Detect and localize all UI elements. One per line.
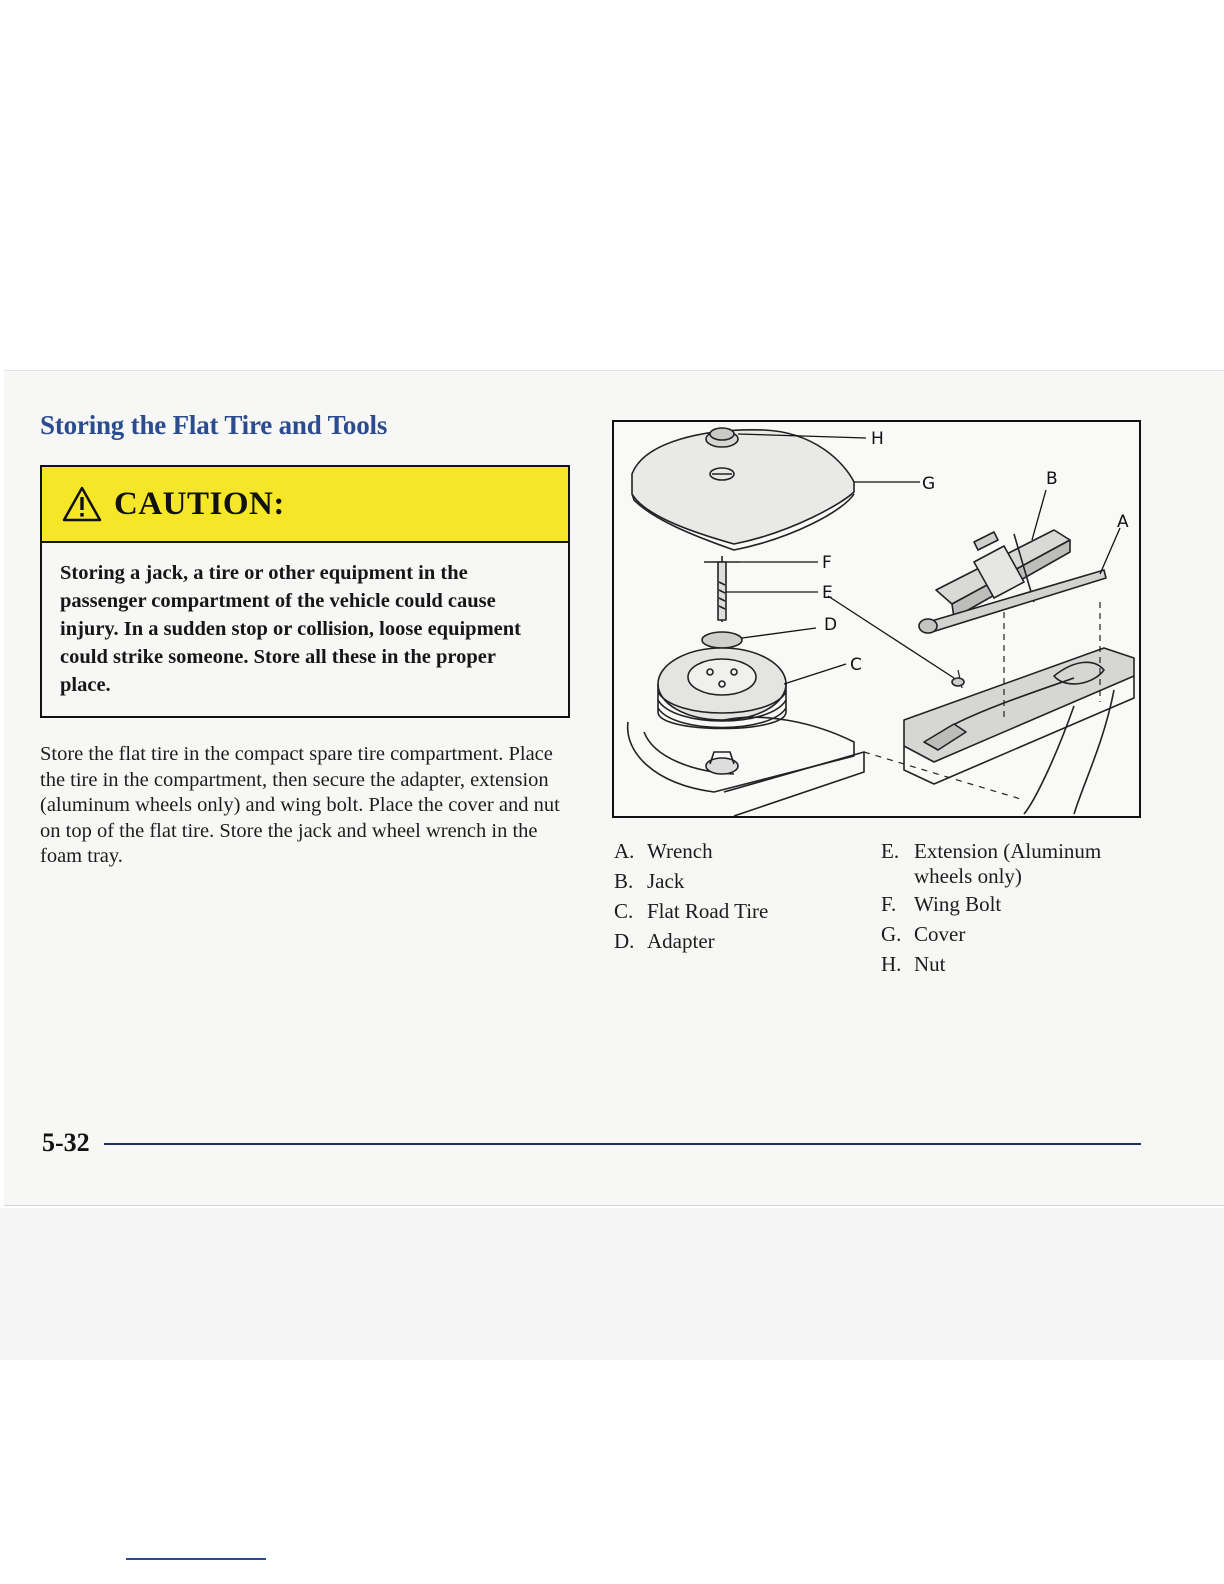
- diagram-illustration: [614, 422, 1139, 816]
- legend-item: A. Wrench: [614, 839, 713, 863]
- callout-F: F: [822, 553, 832, 573]
- legend-item: H. Nut: [881, 952, 946, 976]
- caution-title: CAUTION:: [114, 485, 285, 522]
- callout-G: G: [922, 474, 936, 494]
- flat-tire-drawing: [658, 648, 786, 729]
- callout-C: C: [850, 655, 862, 675]
- body-paragraph: Store the flat tire in the compact spare tire compartment. Place the tire in the compartment, then secure the adapter, extension (aluminum wheels only) and wing bolt. Place the cover and nut on top of the flat tire. Store the jack and wheel wrench in the foam tray.: [40, 743, 560, 867]
- callout-D: D: [824, 615, 838, 635]
- page-number: 5-32: [42, 1128, 90, 1157]
- legend-item: D. Adapter: [614, 929, 715, 953]
- callout-B: B: [1046, 469, 1058, 489]
- footer-rule: [104, 1143, 1141, 1145]
- cover-drawing: [632, 428, 854, 550]
- legend-left-column: [614, 836, 854, 956]
- callout-A: A: [1117, 512, 1129, 532]
- warning-triangle-icon: [62, 486, 102, 522]
- legend-item: F. Wing Bolt: [881, 892, 1002, 916]
- section-title: Storing the Flat Tire and Tools: [40, 410, 388, 440]
- lower-background-band: [0, 1208, 1224, 1360]
- adapter-drawing: [702, 632, 742, 648]
- caution-text: Storing a jack, a tire or other equipment in the passenger compartment of the vehicle could cause injury. In a sudden stop or collision, loose equipment could strike someone. Store all these in the proper place.: [60, 562, 521, 696]
- callout-H: H: [871, 429, 884, 449]
- legend-item: C. Flat Road Tire: [614, 899, 769, 923]
- callout-E: E: [822, 583, 833, 603]
- bottom-rule: [126, 1558, 266, 1560]
- legend-item: E. Extension (Aluminum wheels only): [881, 839, 1102, 888]
- legend-right-column: [881, 836, 1141, 979]
- caution-header: [42, 467, 568, 543]
- wing-bolt-drawing: [704, 556, 740, 622]
- legend-item: G. Cover: [881, 922, 966, 946]
- spare-tire-storage-diagram: [612, 420, 1141, 818]
- legend-item: B. Jack: [614, 869, 685, 893]
- caution-box: [40, 465, 570, 718]
